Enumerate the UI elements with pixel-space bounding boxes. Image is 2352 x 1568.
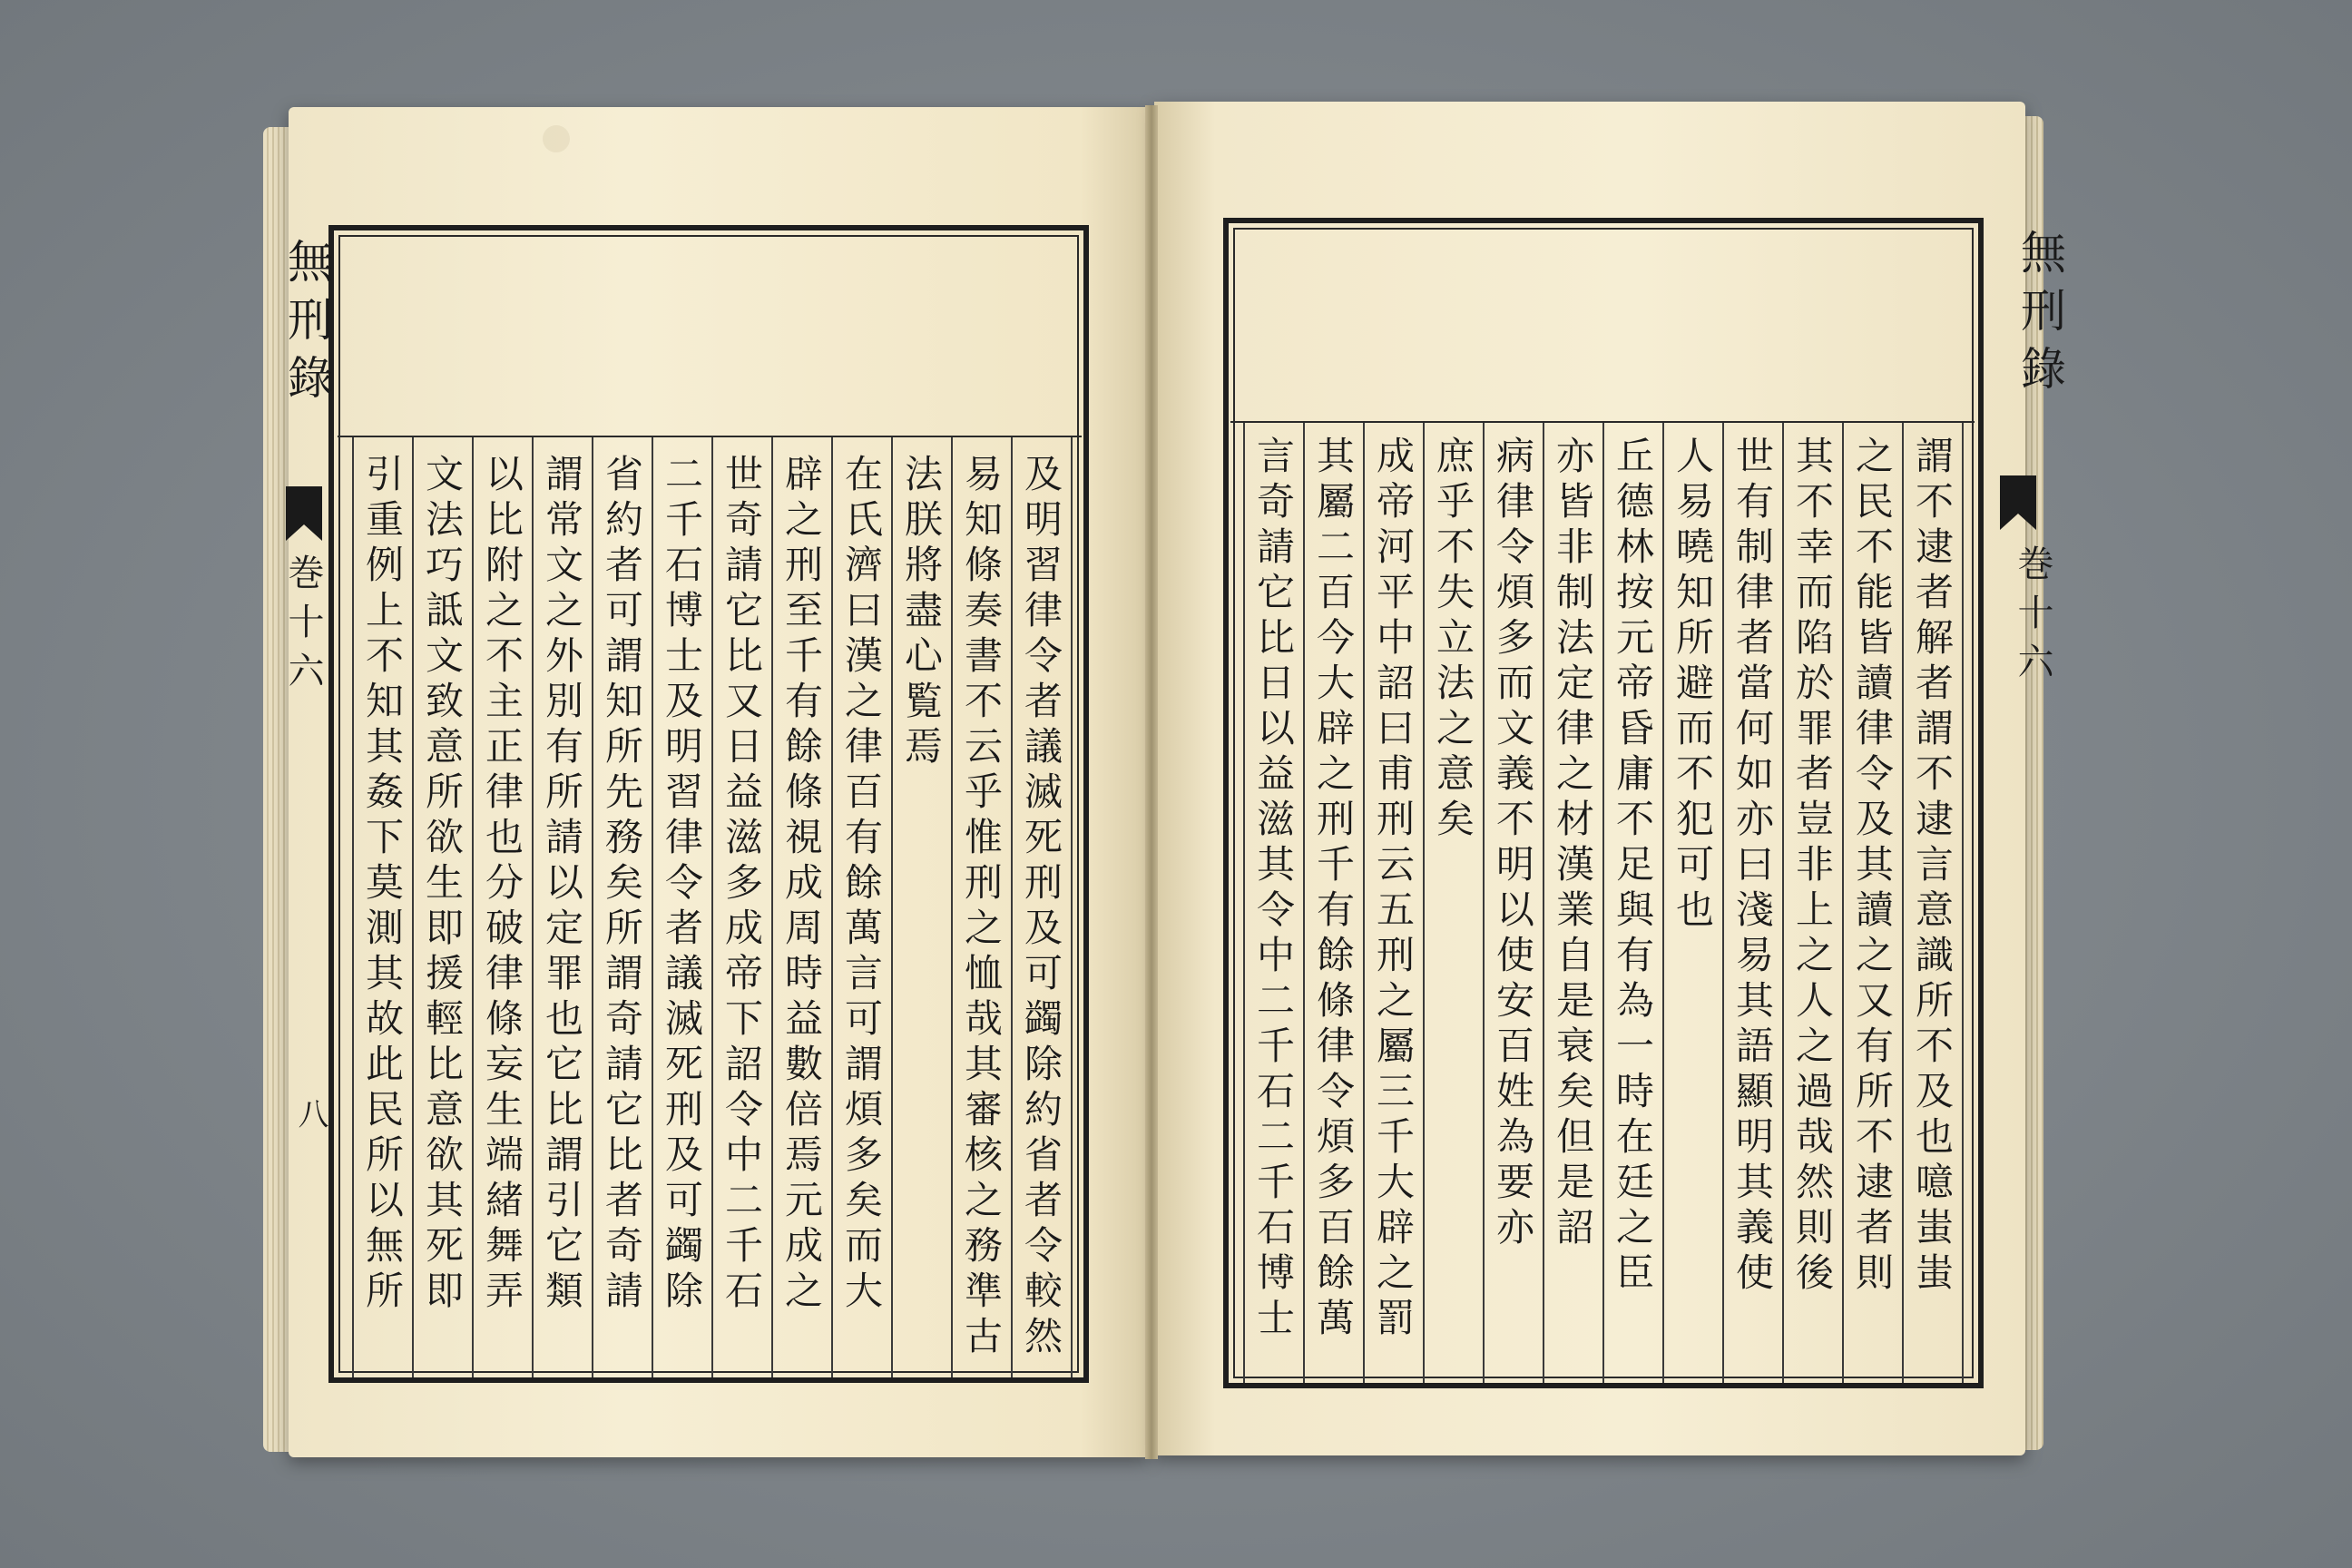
left-header-rule	[338, 436, 1082, 437]
column-rule	[1662, 423, 1664, 1383]
column-rule	[1243, 423, 1245, 1383]
column-rule	[1363, 423, 1365, 1383]
column-rule	[1782, 423, 1784, 1383]
left-column-7: 二千石博士及明習律令者議滅死刑及可蠲除	[660, 454, 704, 1316]
right-column-5: 人易曉知所避而不犯可也	[1671, 436, 1715, 935]
right-column-7: 亦皆非制法定律之材漢業自是衰矣但是詔	[1551, 436, 1595, 1252]
column-rule	[891, 437, 893, 1377]
left-column-2: 易知條奏書不云乎惟刑之恤哉其審核之務準古	[959, 454, 1004, 1361]
column-rule	[532, 437, 534, 1377]
right-column-12: 言奇請它比日以益滋其令中二千石二千石博士	[1251, 436, 1296, 1343]
column-rule	[592, 437, 593, 1377]
left-volume-label: 巻十六	[282, 554, 324, 701]
left-column-5: 辟之刑至千有餘條視成周時益數倍焉元成之	[779, 454, 824, 1316]
column-rule	[1423, 423, 1425, 1383]
left-page-number: 八	[292, 1098, 328, 1129]
column-rule	[831, 437, 833, 1377]
column-rule	[1962, 423, 1964, 1383]
column-rule	[1902, 423, 1904, 1383]
column-rule	[1483, 423, 1485, 1383]
column-rule	[1011, 437, 1013, 1377]
right-column-6: 丘德林按元帝昏庸不足與有為一時在廷之臣	[1611, 436, 1655, 1298]
column-rule	[1071, 437, 1073, 1377]
column-rule	[352, 437, 354, 1377]
left-column-6: 世奇請它比又日益滋多成帝下詔令中二千石	[720, 454, 764, 1316]
right-column-4: 世有制律者當何如亦曰淺易其語顯明其義使	[1730, 436, 1775, 1298]
right-column-2: 之民不能皆讀律令及其讀之又有所不逮者則	[1850, 436, 1895, 1298]
column-rule	[1722, 423, 1724, 1383]
right-column-9: 庶乎不失立法之意矣	[1431, 436, 1475, 844]
column-rule	[472, 437, 474, 1377]
right-hanshin-title: 無刑錄	[2014, 229, 2066, 403]
column-rule	[1602, 423, 1604, 1383]
book-gutter	[1145, 105, 1158, 1459]
column-rule	[652, 437, 653, 1377]
left-column-4: 在氏濟曰漢之律百有餘萬言可謂煩多矣而大	[839, 454, 884, 1316]
column-rule	[951, 437, 953, 1377]
left-column-9: 謂常文之外別有所請以定罪也它比謂引它類	[540, 454, 584, 1316]
right-column-1: 謂不逮者解者謂不逮言意識所不及也噫蚩蚩	[1910, 436, 1955, 1298]
column-rule	[1303, 423, 1305, 1383]
left-column-11: 文法巧詆文致意所欲生即援輕比意欲其死即	[420, 454, 465, 1316]
left-column-8: 省約者可謂知所先務矣所謂奇請它比者奇請	[600, 454, 644, 1316]
right-column-11: 其屬二百今大辟之刑千有餘條律令煩多百餘萬	[1311, 436, 1356, 1343]
paper-stain	[543, 125, 570, 152]
left-column-3: 法朕將盡心覧焉	[899, 454, 944, 771]
right-volume-label: 巻十六	[2012, 544, 2053, 691]
column-rule	[1543, 423, 1544, 1383]
column-rule	[771, 437, 773, 1377]
column-rule	[412, 437, 414, 1377]
right-column-3: 其不幸而陷於罪者豈非上之人之過哉然則後	[1790, 436, 1835, 1298]
right-column-8: 病律令煩多而文義不明以使安百姓為要亦	[1491, 436, 1535, 1252]
left-column-10: 以比附之不主正律也分破律條妄生端緒舞弄	[480, 454, 524, 1316]
right-column-10: 成帝河平中詔曰甫刑云五刑之屬三千大辟之罰	[1371, 436, 1416, 1343]
left-column-1: 及明習律令者議滅死刑及可蠲除約省者令較然	[1019, 454, 1063, 1361]
column-rule	[711, 437, 713, 1377]
left-hanshin-title: 無刑錄	[280, 238, 333, 412]
column-rule	[1842, 423, 1844, 1383]
left-column-12: 引重例上不知其姦下莫測其故此民所以無所	[360, 454, 405, 1316]
